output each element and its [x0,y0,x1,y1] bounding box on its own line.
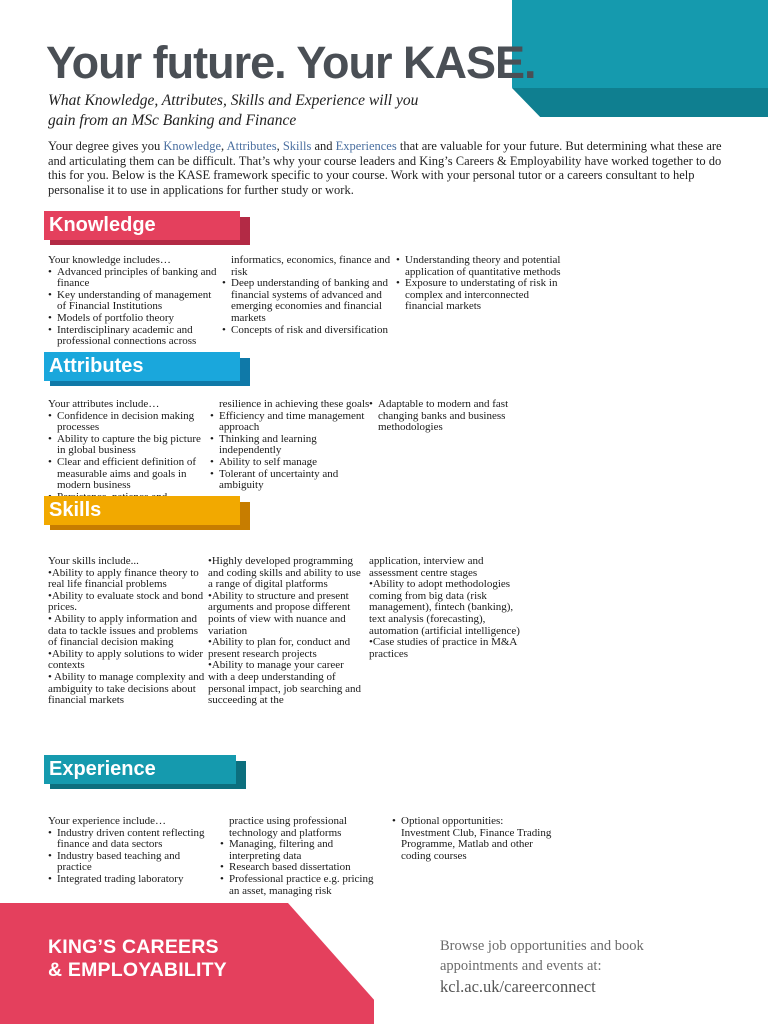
list-item: • Industry driven content reflecting finance and data sectors [48,828,208,851]
knowledge-col-3 [396,255,568,313]
knowledge-list-3 [396,255,568,313]
list-item: • Ability to self manage [210,457,370,469]
knowledge-list-1 [48,267,218,348]
skills-lead: Your skills include... [48,555,139,567]
intro-keyword-experiences: Experiences [335,139,397,153]
list-item: •Ability to apply solutions to wider contexts [48,647,204,672]
attributes-col-1 [48,399,208,503]
attributes-col-2 [210,399,370,492]
list-item: •Ability to plan for, conduct and present research projects [208,636,351,660]
list-item: • Ability to apply information and data to tackle issues and problems of financial decision making [48,612,198,649]
list-item: • Key understanding of management of Financial Institutions [48,290,218,313]
subtitle-line-2: gain from an MSc Banking and Finance [48,112,297,129]
list-item: •Ability to manage your career with a deep understanding of personal impact, job searching and succeeding at the [208,659,362,707]
header-accent-strip [512,88,768,117]
list-item: • Thinking and learning independently [210,434,370,457]
skills-banner-bottom [50,525,240,530]
subtitle-line-1: What Knowledge, Attributes, Skills and Experience will you [48,92,419,109]
experience-lead: Your experience include… [48,815,167,827]
careerconnect-link[interactable]: kcl.ac.uk/careerconnect [440,977,596,996]
list-item: •Ability to adopt methodologies coming from big data (risk management), fintech (banking), text analysis (forecasting), automation (artificial intelligence) [369,578,520,637]
list-item: • Managing, filtering and interpreting data [220,839,386,862]
attributes-banner-bottom [50,381,240,386]
list-item: application, interview and assessment centre stages [369,555,484,579]
intro-paragraph [48,139,738,197]
experience-list-2 [220,839,386,897]
kings-careers-logo [48,936,227,982]
intro-sep-2: , [276,139,283,153]
knowledge-lead: Your knowledge includes… [48,254,171,266]
attributes-list-3 [369,399,539,434]
logo-line-1: KING’S CAREERS [48,936,219,958]
list-item: • Optional opportunities: Investment Club, Finance Trading Programme, Matlab and other coding courses [392,816,552,862]
list-item: •Ability to apply finance theory to real life financial problems [48,566,199,591]
list-item: • Efficiency and time management approach [210,411,370,434]
list-item: • Ability to manage complexity and ambiguity to take decisions about financial markets [48,670,205,707]
list-item: •Ability to evaluate stock and bond prices. [48,589,204,614]
list-item: • Industry based teaching and practice [48,851,208,874]
skills-col-3 [369,556,525,660]
skills-list-1 [48,556,206,707]
list-item: •Ability to structure and present arguments and propose different points of view with nuance and variation [208,589,351,637]
list-item: • Professional practice e.g. pricing an asset, managing risk [220,874,386,897]
attributes-list-1 [48,411,208,504]
list-item: • Ability to capture the big picture in global business [48,434,208,457]
intro-keyword-knowledge: Knowledge [163,139,222,153]
list-item: • Deep understanding of banking and financial systems of advanced and emerging economies and financial markets [222,278,392,324]
attributes-col-3 [369,399,539,434]
skills-col-2 [208,556,366,707]
skills-banner [44,496,250,530]
list-item: • Research based dissertation [220,862,386,874]
attributes-heading: Attributes [44,352,240,381]
intro-keyword-skills: Skills [282,139,312,153]
intro-sep-1: , [221,139,227,153]
attributes-list-2 [210,411,370,492]
attributes-lead: Your attributes include… [48,398,160,410]
list-item: •Case studies of practice in M&A practices [369,636,517,660]
attributes-banner-side [240,358,250,386]
knowledge-list-2 [222,278,392,336]
logo-line-2: & EMPLOYABILITY [48,959,227,981]
experience-col-2 [220,816,386,897]
footer-cta [440,936,740,998]
knowledge-col-2 [222,255,392,336]
list-item: • Concepts of risk and diversification [222,325,392,337]
experience-banner-bottom [50,784,236,789]
experience-list-3 [392,816,552,862]
list-item: • Advanced principles of banking and finance [48,267,218,290]
knowledge-banner [44,211,250,245]
experience-heading: Experience [44,755,236,784]
intro-text-start: Your degree gives you [48,139,164,153]
skills-list-3 [369,556,525,660]
intro-text-end: that are valuable for your future. But determining what these are and articulating them can be difficult. That’s why your course leaders and King’s Careers & Employability have worked together to do this for you. Below is the KASE framework specific to your course. Work with your personal tutor or a careers consultant to help personalise it to use in applications for further study or work. [48,139,722,197]
list-item: • Integrated trading laboratory [48,874,208,886]
list-item: • Models of portfolio theory [48,313,218,325]
skills-heading: Skills [44,496,240,525]
attributes-banner [44,352,250,386]
experience-col-1 [48,816,208,886]
list-item: • Clear and efficient definition of measurable aims and goals in modern business [48,457,208,492]
experience-list-1 [48,828,208,886]
knowledge-heading: Knowledge [44,211,240,240]
cta-line-2: appointments and events at: [440,958,602,974]
attributes-col2-continuation: resilience in achieving these goals [219,398,370,410]
list-item: • Confidence in decision making processes [48,411,208,434]
list-item: • Tolerant of uncertainty and ambiguity [210,469,370,492]
list-item: •Highly developed programming and coding skills and ability to use a range of digital platforms [208,555,361,591]
knowledge-col2-continuation: informatics, economics, finance and risk [231,254,391,278]
list-item: • Exposure to understating of risk in complex and interconnected financial markets [396,278,568,313]
skills-banner-side [240,502,250,530]
experience-col-3 [392,816,552,862]
page-subtitle [48,91,518,131]
experience-banner-side [236,761,246,789]
intro-keyword-attributes: Attributes [226,139,277,153]
experience-col2-continuation: practice using professional technology and platforms [229,815,347,839]
knowledge-banner-bottom [50,240,240,245]
knowledge-col-1 [48,255,218,348]
intro-and: and [311,139,336,153]
knowledge-banner-side [240,217,250,245]
page-title: Your future. Your KASE. [46,37,536,88]
skills-list-2 [208,556,366,707]
list-item: • Interdisciplinary academic and professional connections across [48,325,218,348]
list-item: • Understanding theory and potential application of quantitative methods [396,255,568,278]
skills-col-1 [48,556,206,707]
experience-banner [44,755,246,789]
cta-line-1: Browse job opportunities and book [440,938,644,954]
list-item: • Adaptable to modern and fast changing banks and business methodologies [369,399,539,434]
